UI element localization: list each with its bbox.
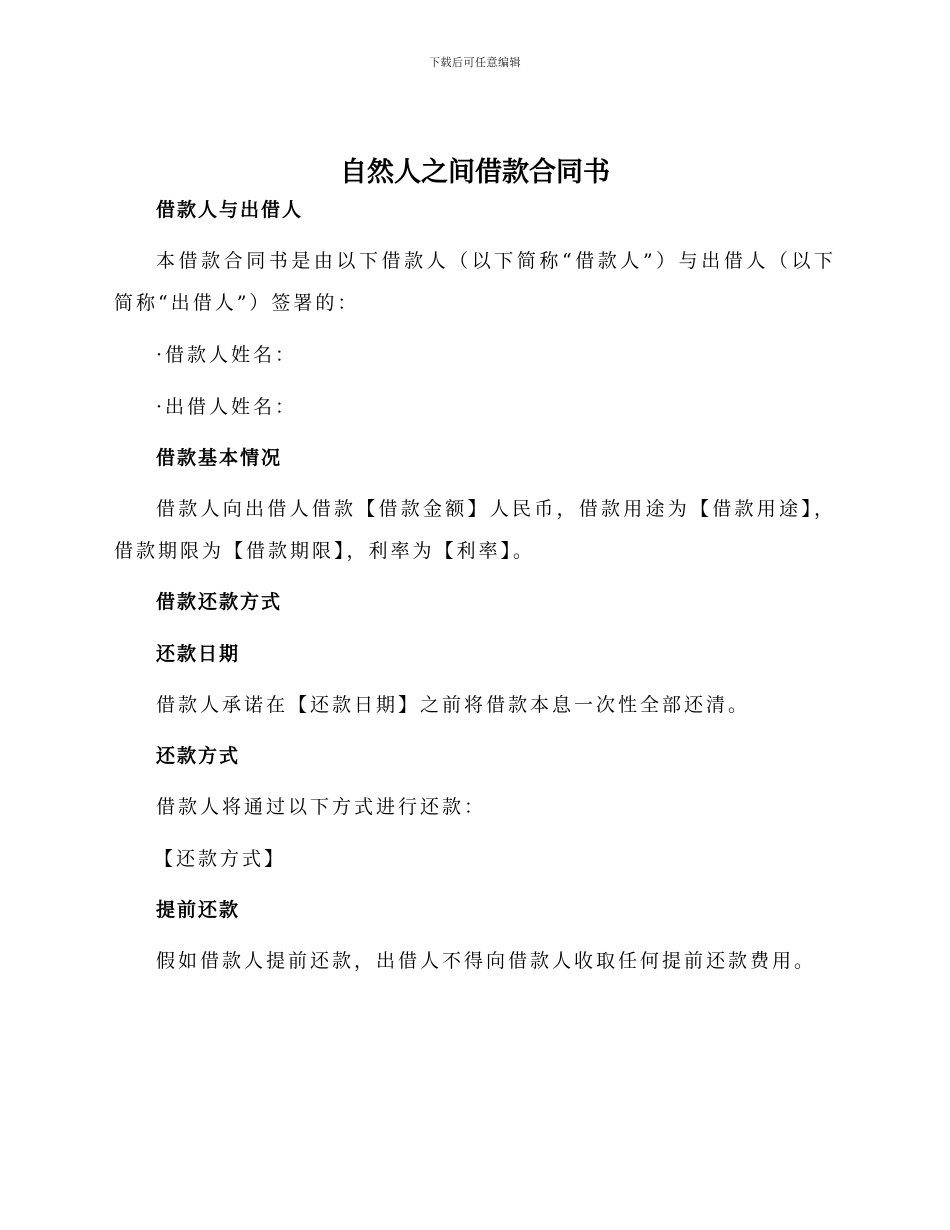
section-heading-repay-way: 还款方式: [156, 745, 241, 767]
repay-date-paragraph: 借款人承诺在【还款日期】之前将借款本息一次性全部还清。: [156, 694, 751, 716]
section-heading-early: 提前还款: [156, 899, 241, 921]
repay-way-paragraph: 借款人将通过以下方式进行还款：: [156, 796, 487, 818]
early-repay-paragraph: 假如借款人提前还款，出借人不得向借款人收取任何提前还款费用。: [156, 950, 817, 972]
document-body: [114, 190, 836, 982]
repay-way-placeholder: 【还款方式】: [154, 848, 287, 870]
document-title: 自然人之间借款合同书: [340, 157, 610, 188]
parties-intro-paragraph: 本借款合同书是由以下借款人（以下简称“借款人”）与出借人（以下简称“出借人”）签署的：: [114, 250, 836, 314]
borrower-name-line: ·借款人姓名：: [156, 344, 298, 366]
lender-name-line: ·出借人姓名：: [156, 396, 298, 418]
section-heading-repay-method: 借款还款方式: [156, 591, 283, 613]
basic-paragraph: 借款人向出借人借款【借款金额】人民币，借款用途为【借款用途】，借款期限为【借款期限】，利率为【利率】。: [114, 498, 836, 562]
header-note: 下载后可任意编辑: [429, 56, 521, 69]
section-heading-repay-date: 还款日期: [156, 643, 241, 665]
section-heading-basic: 借款基本情况: [156, 447, 283, 469]
section-heading-parties: 借款人与出借人: [156, 199, 304, 221]
